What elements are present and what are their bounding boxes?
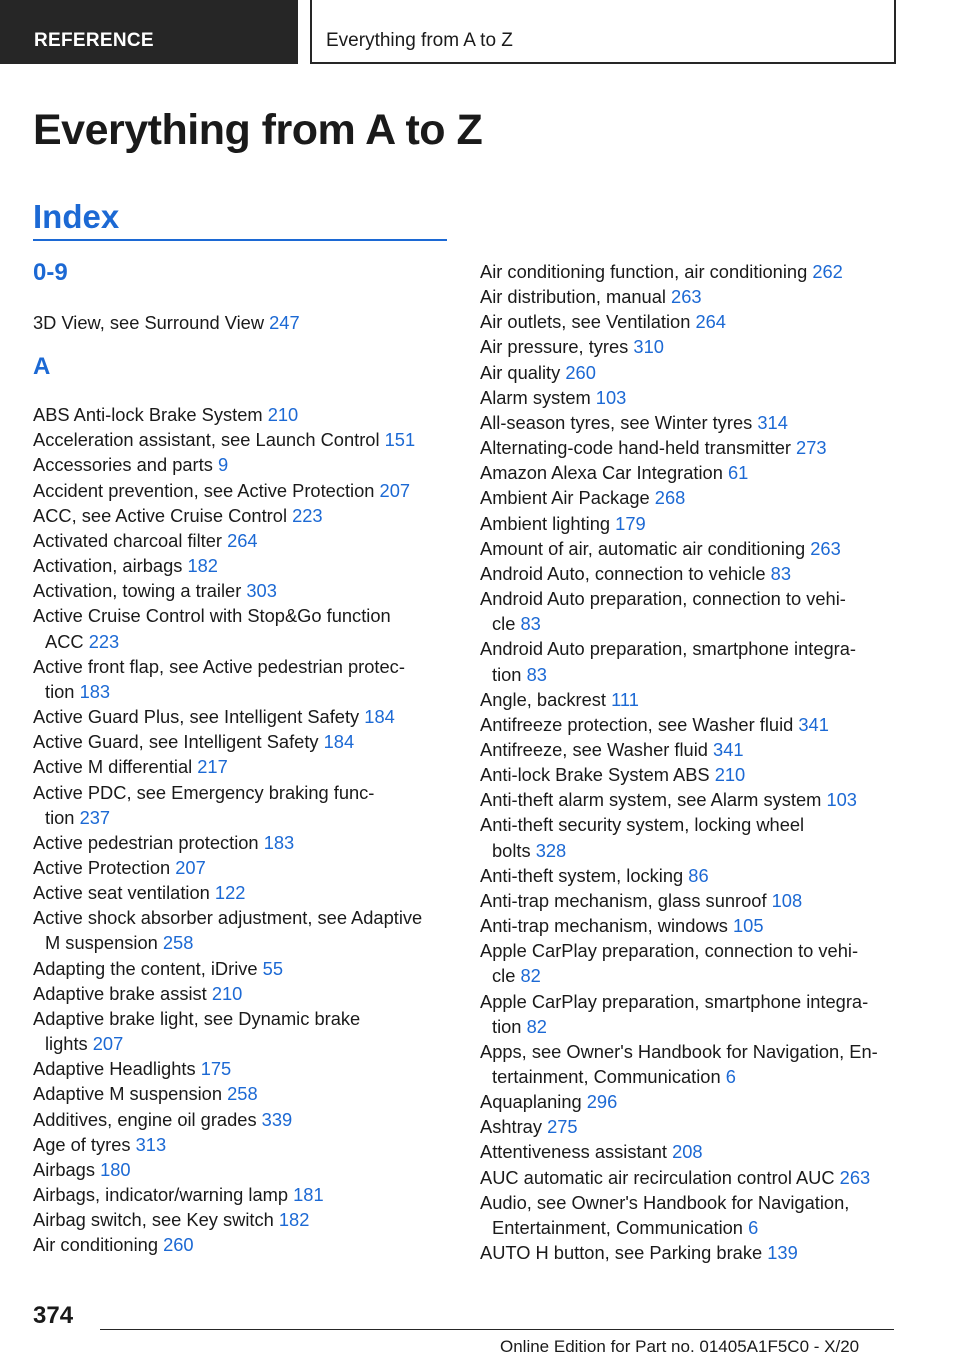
index-entry-text: Anti-trap mechanism, glass sunroof	[480, 889, 772, 911]
page-reference-link[interactable]: 303	[246, 580, 277, 602]
index-entry-text: Active Cruise Control with Stop&Go function	[33, 605, 391, 627]
index-letter-heading: 0-9	[33, 259, 68, 286]
index-entry	[33, 1157, 453, 1182]
index-entry-text: Alternating-code hand-held transmitter	[480, 437, 797, 459]
index-entry	[480, 1114, 900, 1139]
page-reference-link[interactable]: 9	[217, 454, 229, 476]
index-entry	[480, 712, 900, 737]
index-entry	[480, 687, 900, 712]
index-entry	[33, 578, 453, 603]
page-reference-link[interactable]: 6	[725, 1066, 736, 1087]
index-entry-text: Airbags, indicator/warning lamp	[33, 1184, 294, 1205]
index-entry-text: Alarm system	[480, 386, 596, 408]
index-entry-text: Activation, airbags	[33, 555, 188, 577]
page-header	[0, 0, 960, 66]
index-entry	[480, 737, 900, 762]
page-reference-link[interactable]: 61	[727, 462, 749, 484]
index-entry	[33, 981, 453, 1006]
index-entry-text: lights	[45, 1033, 93, 1055]
index-entry-text: Air conditioning	[33, 1234, 164, 1256]
index-entry	[33, 1207, 453, 1232]
section-heading: Index	[33, 198, 120, 235]
index-entry	[480, 1190, 900, 1240]
index-entry-text: Active Protection	[33, 856, 176, 878]
page-reference-link[interactable]: 210	[714, 764, 746, 786]
index-entry	[33, 1056, 453, 1081]
index-entry	[480, 1165, 900, 1190]
index-entry-text: Air conditioning function, air conditioning	[480, 261, 813, 282]
index-entry	[480, 259, 900, 284]
page-reference-link[interactable]: 86	[688, 864, 709, 886]
index-entry	[480, 888, 900, 913]
page-reference-link[interactable]: 6	[748, 1216, 759, 1238]
index-entry	[33, 553, 453, 578]
index-entry	[480, 586, 900, 636]
index-entry-text: Adaptive brake light, see Dynamic brake	[33, 1007, 361, 1029]
footer-divider	[100, 1329, 894, 1330]
index-entry-text: Air quality	[480, 361, 566, 383]
page-reference-link[interactable]: 260	[565, 361, 596, 383]
index-entry-text: Active front flap, see Active pedestrian protec-	[33, 655, 405, 677]
page-reference-link[interactable]: 328	[535, 839, 567, 861]
index-entry	[33, 956, 453, 981]
index-entry-text: Activation, towing a trailer	[33, 580, 247, 602]
index-entry	[33, 310, 453, 335]
index-entry	[480, 435, 900, 460]
index-entry	[33, 402, 453, 427]
index-entry-text: tertainment, Communication	[492, 1066, 726, 1087]
index-entry-text: Attentiveness assistant	[480, 1141, 673, 1163]
index-entry-text: Airbags	[33, 1158, 101, 1180]
page-reference-link[interactable]: 296	[586, 1091, 618, 1113]
index-entry	[480, 410, 900, 435]
index-entry	[33, 603, 453, 653]
page-reference-link[interactable]: 182	[187, 555, 218, 577]
index-entry	[33, 503, 453, 528]
page-reference-link[interactable]: 175	[200, 1058, 232, 1080]
page-reference-link[interactable]: 237	[79, 806, 111, 828]
index-entry	[480, 485, 900, 510]
index-entry	[33, 427, 453, 452]
page-reference-link[interactable]: 339	[261, 1108, 293, 1130]
index-entry-text: ACC	[45, 630, 89, 652]
page-reference-link[interactable]: 258	[162, 932, 194, 954]
index-entry	[480, 536, 900, 561]
page-reference-link[interactable]: 341	[798, 713, 829, 735]
index-entry-text: Adaptive Headlights	[33, 1058, 201, 1080]
index-entry-text: Air distribution, manual	[480, 286, 672, 308]
index-letter-heading: A	[33, 353, 51, 381]
page-reference-link[interactable]: 83	[770, 562, 792, 584]
page-reference-link[interactable]: 273	[796, 437, 827, 459]
index-entry-text: Anti-theft alarm system, see Alarm system	[480, 789, 827, 811]
index-entry-text: Adapting the content, iDrive	[33, 957, 263, 979]
page-reference-link[interactable]: 181	[293, 1184, 324, 1205]
index-entry-text: Active seat ventilation	[33, 882, 215, 904]
page-reference-link[interactable]: 207	[92, 1033, 124, 1055]
index-entry-text: tion	[492, 663, 527, 685]
index-entry	[33, 1232, 453, 1257]
index-entry-text: bolts	[492, 839, 536, 861]
index-entry-text: cle	[492, 965, 521, 987]
index-entry-text: Active pedestrian protection	[33, 831, 264, 853]
index-entry	[33, 830, 453, 855]
page-reference-link[interactable]: 268	[654, 487, 686, 509]
page-number: 374	[33, 1302, 74, 1329]
index-entry	[33, 1107, 453, 1132]
index-entry	[480, 1039, 900, 1089]
index-entry	[480, 385, 900, 410]
section-divider	[33, 239, 447, 241]
index-entry	[33, 654, 453, 704]
index-entry-text: Active M differential	[33, 756, 198, 778]
page-reference-link[interactable]: 314	[757, 411, 788, 433]
index-entry	[33, 729, 453, 754]
index-entry-text: Active Guard, see Intelligent Safety	[33, 731, 324, 753]
page-reference-link[interactable]: 313	[135, 1133, 167, 1155]
page-reference-link[interactable]: 310	[633, 336, 664, 358]
index-column-left	[33, 258, 453, 1257]
page-reference-link[interactable]: 260	[163, 1234, 194, 1256]
index-entry-text: Airbag switch, see Key switch	[33, 1209, 279, 1231]
index-entry-text: Entertainment, Communication	[492, 1216, 749, 1238]
index-entry-text: AUTO H button, see Parking brake	[480, 1242, 768, 1264]
index-entry-text: Antifreeze protection, see Washer fluid	[480, 713, 799, 735]
page-reference-link[interactable]: 223	[292, 504, 323, 526]
index-entry	[480, 913, 900, 938]
index-entry-text: Audio, see Owner's Handbook for Navigation,	[480, 1191, 850, 1213]
index-entry-text: Ambient lighting	[480, 512, 616, 534]
page-reference-link[interactable]: 82	[520, 965, 541, 987]
page-reference-link[interactable]: 263	[671, 286, 702, 308]
index-entry	[480, 511, 900, 536]
index-entry	[33, 1006, 453, 1056]
index-entry	[33, 754, 453, 779]
index-entry-text: ABS Anti-lock Brake System	[33, 404, 268, 426]
index-entry	[480, 561, 900, 586]
page-reference-link[interactable]: 103	[826, 789, 857, 811]
page-reference-link[interactable]: 105	[732, 915, 764, 937]
page-reference-link[interactable]: 111	[611, 688, 639, 710]
page-reference-link[interactable]: 184	[364, 706, 395, 728]
index-entry-text: Active PDC, see Emergency braking func-	[33, 781, 375, 803]
index-entry-text: Anti-trap mechanism, windows	[480, 915, 733, 937]
index-entry-text: M suspension	[45, 932, 163, 954]
index-entry-text: Active Guard Plus, see Intelligent Safety	[33, 706, 365, 728]
index-entry	[33, 905, 453, 955]
index-entry-text: Additives, engine oil grades	[33, 1108, 262, 1130]
page-reference-link[interactable]: 217	[197, 756, 228, 778]
page-reference-link[interactable]: 183	[79, 680, 111, 702]
index-entry-text: Android Auto, connection to vehicle	[480, 562, 771, 584]
index-entry	[480, 812, 900, 862]
page-reference-link[interactable]: 182	[278, 1209, 310, 1231]
index-entry-text: Apps, see Owner's Handbook for Navigation, En-	[480, 1040, 878, 1062]
index-entry	[480, 1139, 900, 1164]
index-entry-text: Air pressure, tyres	[480, 336, 634, 358]
index-entry-text: Android Auto preparation, smartphone integra-	[480, 638, 857, 660]
page-reference-link[interactable]: 207	[379, 479, 411, 501]
index-entry	[480, 460, 900, 485]
page-reference-link[interactable]: 184	[323, 731, 355, 753]
index-entry-text: Amazon Alexa Car Integration	[480, 462, 728, 484]
page-reference-link[interactable]: 122	[214, 882, 246, 904]
index-entry	[33, 1182, 453, 1207]
page-reference-link[interactable]: 183	[263, 831, 295, 853]
page-reference-link[interactable]: 275	[547, 1116, 578, 1138]
index-entry-text: Apple CarPlay preparation, smartphone integra-	[480, 990, 869, 1012]
index-entry	[33, 1081, 453, 1106]
index-entry	[33, 704, 453, 729]
index-entry	[33, 528, 453, 553]
page-reference-link[interactable]: 262	[812, 261, 843, 282]
index-entry-text: Accessories and parts	[33, 454, 218, 476]
index-entry	[480, 334, 900, 359]
index-entry-text: Adaptive M suspension	[33, 1083, 228, 1105]
page-reference-link[interactable]: 83	[520, 613, 541, 635]
index-entry	[33, 880, 453, 905]
page-reference-link[interactable]: 151	[384, 429, 416, 451]
index-entry-text: tion	[45, 680, 80, 702]
page-reference-link[interactable]: 258	[227, 1083, 258, 1105]
page-reference-link[interactable]: 139	[767, 1242, 798, 1264]
page-reference-link[interactable]: 179	[615, 512, 646, 534]
index-entry	[480, 309, 900, 334]
page-reference-link[interactable]: 223	[88, 630, 120, 652]
index-entry	[480, 1240, 900, 1265]
page-title: Everything from A to Z	[33, 106, 483, 154]
index-entry-text: Anti-lock Brake System ABS	[480, 764, 715, 786]
index-entry	[480, 989, 900, 1039]
index-entry-text: Antifreeze, see Washer fluid	[480, 738, 714, 760]
page-reference-link[interactable]: 180	[100, 1158, 131, 1180]
header-section-label: REFERENCE	[0, 0, 298, 64]
page-reference-link[interactable]: 108	[771, 889, 803, 911]
index-entry-text: Active shock absorber adjustment, see Adaptive	[33, 907, 423, 929]
index-entry	[480, 1089, 900, 1114]
page-reference-link[interactable]: 207	[175, 856, 206, 878]
index-entry-text: Anti-theft system, locking	[480, 864, 689, 886]
footer-edition-text: Online Edition for Part no. 01405A1F5C0 - X/20	[500, 1337, 860, 1356]
index-entry-text: Ambient Air Package	[480, 487, 655, 509]
index-entry	[33, 855, 453, 880]
index-entry	[480, 284, 900, 309]
index-entry-text: Android Auto preparation, connection to vehi-	[480, 588, 846, 610]
index-entry-text: Ashtray	[480, 1116, 548, 1138]
page-reference-link[interactable]: 263	[839, 1166, 871, 1188]
index-entry-text: Acceleration assistant, see Launch Control	[33, 429, 385, 451]
index-entry	[480, 938, 900, 988]
index-entry	[480, 787, 900, 812]
index-entry-text: Adaptive brake assist	[33, 982, 212, 1004]
index-entry-text: All-season tyres, see Winter tyres	[480, 411, 758, 433]
index-entry	[480, 762, 900, 787]
page-reference-link[interactable]: 247	[269, 312, 300, 333]
index-entry	[33, 1132, 453, 1157]
index-entry-text: Accident prevention, see Active Protection	[33, 479, 380, 501]
index-entry	[480, 360, 900, 385]
index-entry-text: cle	[492, 613, 521, 635]
page-reference-link[interactable]: 208	[672, 1141, 703, 1163]
index-entry-text: Air outlets, see Ventilation	[480, 311, 696, 333]
page-reference-link[interactable]: 264	[227, 529, 258, 551]
page-reference-link[interactable]: 341	[713, 738, 744, 760]
index-entry	[480, 863, 900, 888]
page-reference-link[interactable]: 210	[211, 982, 243, 1004]
index-entry-text: Activated charcoal filter	[33, 529, 228, 551]
page-reference-link[interactable]: 103	[595, 386, 627, 408]
index-entry-text: ACC, see Active Cruise Control	[33, 504, 293, 526]
page-reference-link[interactable]: 264	[695, 311, 726, 333]
index-entry-text: Anti-theft security system, locking wheel	[480, 814, 805, 836]
header-chapter-title: Everything from A to Z	[310, 0, 896, 64]
index-entry-text: tion	[492, 1015, 527, 1037]
index-entry	[33, 452, 453, 477]
index-column-right	[480, 259, 900, 1265]
page-reference-link[interactable]: 263	[810, 537, 841, 559]
index-entry-text: tion	[45, 806, 80, 828]
index-entry	[33, 780, 453, 830]
page-reference-link[interactable]: 210	[267, 404, 299, 426]
index-entry	[33, 478, 453, 503]
index-entry-text: Amount of air, automatic air conditioning	[480, 537, 811, 559]
index-entry-text: AUC automatic air recirculation control AUC	[480, 1166, 840, 1188]
index-entry-text: Aquaplaning	[480, 1091, 587, 1113]
page-reference-link[interactable]: 82	[526, 1015, 547, 1037]
index-entry-text: Age of tyres	[33, 1133, 136, 1155]
index-entry-text: Angle, backrest	[480, 688, 612, 710]
index-entry	[480, 636, 900, 686]
page-reference-link[interactable]: 55	[262, 957, 284, 979]
index-entry-text: Apple CarPlay preparation, connection to vehi-	[480, 940, 859, 962]
index-entry-text: 3D View, see Surround View	[33, 312, 270, 333]
page-reference-link[interactable]: 83	[526, 663, 547, 685]
